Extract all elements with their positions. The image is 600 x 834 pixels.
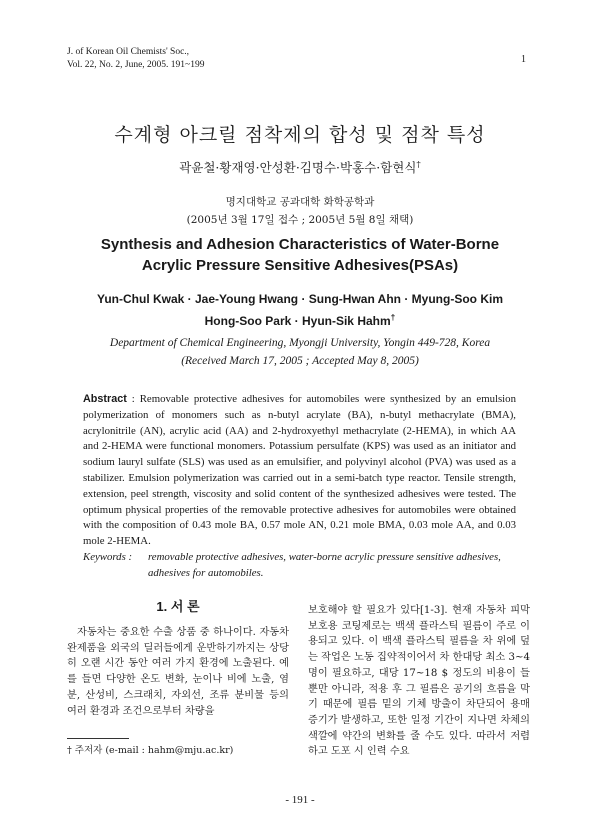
- korean-authors: [0, 158, 600, 176]
- journal-volume: Vol. 22, No. 2, June, 2005. 191~199: [67, 60, 205, 70]
- english-department: Department of Chemical Engineering, Myongji University, Yongin 449-728, Korea: [109, 337, 491, 349]
- korean-affiliation: 명지대학교 공과대학 화학공학과: [225, 196, 375, 208]
- intro-paragraph-left: 자동차는 중요한 수출 상품 중 하나이다. 자동차 완제품을 외국의 딜러들에게 운반하기까지는 상당히 오랜 시간 동안 여러 가지 환경에 노출된다. 예를 들면 다양한 온도 변화, 눈이나 비에 노출, 염분, 산성비, 스크래치, 자외선, 조류 분비물 등의 여러 환경과 조건으로부터 차량을: [67, 627, 289, 717]
- corresponding-mark: †: [416, 159, 421, 170]
- section-heading-introduction: 1. 서 론: [156, 599, 200, 614]
- keywords: [83, 550, 516, 582]
- journal-citation: [67, 46, 204, 72]
- english-dates: (Received March 17, 2005 ; Accepted May 8, 2005): [181, 355, 419, 367]
- korean-dates: (2005년 3월 17일 접수 ; 2005년 5월 8일 채택): [186, 214, 414, 226]
- footnote-mark: †: [67, 745, 72, 756]
- english-title: [0, 234, 600, 276]
- footnote-text: 주저자 (e-mail : hahm@mju.ac.kr): [74, 745, 234, 756]
- korean-title: 수계형 아크릴 점착제의 합성 및 점착 특성: [114, 124, 486, 146]
- footnote: [67, 742, 233, 756]
- english-authors-line1: Yun-Chul Kwak · Jae-Young Hwang · Sung-Hwan Ahn · Myung-Soo Kim: [97, 292, 503, 306]
- english-title-line2: Acrylic Pressure Sensitive Adhesives(PSAs): [141, 257, 459, 274]
- keywords-label: Keywords :: [83, 551, 133, 563]
- intro-paragraph-right: 보호해야 할 필요가 있다[1-3]. 현재 자동차 피막 보호용 코팅제로는 백색 플라스틱 필름이 주로 이용되고 있다. 이 백색 플라스틱 필름을 차 위에 덮는 작업은 노동 집약적이어서 차 한대당 최소 3~4명이 필요하고, 대당 17~18 $ 정도의 비용이 들 뿐만 아니라, 적용 후 그 필름은 공기의 흐름을 막기 때문에 필름 밑의 기체 방출이 차단되어 용매 증기가 발생하고, 또한 일정 기간이 지나면 차체의 색깔에 약간의 변화를 줄 수도 있다. 따라서 저렴하고 도포 시 인력 수요: [308, 605, 530, 758]
- page-number-footer: - 191 -: [285, 794, 315, 806]
- korean-author-list: 곽윤철·황재영·안성환·김명수·박홍수·함현식: [179, 160, 417, 175]
- english-affiliation: [0, 334, 600, 370]
- page-number-top: 1: [521, 54, 526, 65]
- left-column: [67, 596, 289, 719]
- abstract: [83, 392, 516, 550]
- english-corresponding-mark: †: [390, 312, 396, 322]
- keywords-text: removable protective adhesives, water-borne acrylic pressure sensitive adhesives, adhesives for automobiles.: [148, 551, 501, 579]
- english-authors: [0, 290, 600, 330]
- footnote-divider: [67, 738, 129, 739]
- abstract-separator: :: [126, 393, 140, 405]
- english-authors-line2: Hong-Soo Park · Hyun-Sik Hahm: [204, 314, 391, 328]
- abstract-label: Abstract: [83, 393, 127, 405]
- english-title-line1: Synthesis and Adhesion Characteristics of Water-Borne: [100, 236, 500, 253]
- abstract-text: Removable protective adhesives for automobiles were synthesized by an emulsion polymerization of monomers such as n-butyl acrylate (BA), n-butyl methacrylate (BMA), acrylonitrile (AN), acrylic acid (AA) and 2-hydroxyethyl methacrylate (2-HEMA), in which AA and 2-HEMA were functional monomers. Potassium persulfate (KPS) was used as an initiator and sodium lauryl sulfate (SLS) was used as an emulsifier, and polyvinyl alcohol (PVA) was used as a stabilizer. Emulsion polymerization was carried out in a semi-batch type reactor. Tensile strength, extension, peel strength, viscosity and solid content of the synthesized adhesives were tested. The optimum physical properties of the removable protective adhesives for automobiles were obtained with the composition of 0.43 mole BA, 0.57 mole AN, 0.21 mole BMA, 0.03 mole AA, and 0.03 mole 2-HEMA.: [83, 393, 516, 548]
- right-column: [308, 603, 530, 760]
- journal-name: J. of Korean Oil Chemists' Soc.,: [67, 47, 190, 57]
